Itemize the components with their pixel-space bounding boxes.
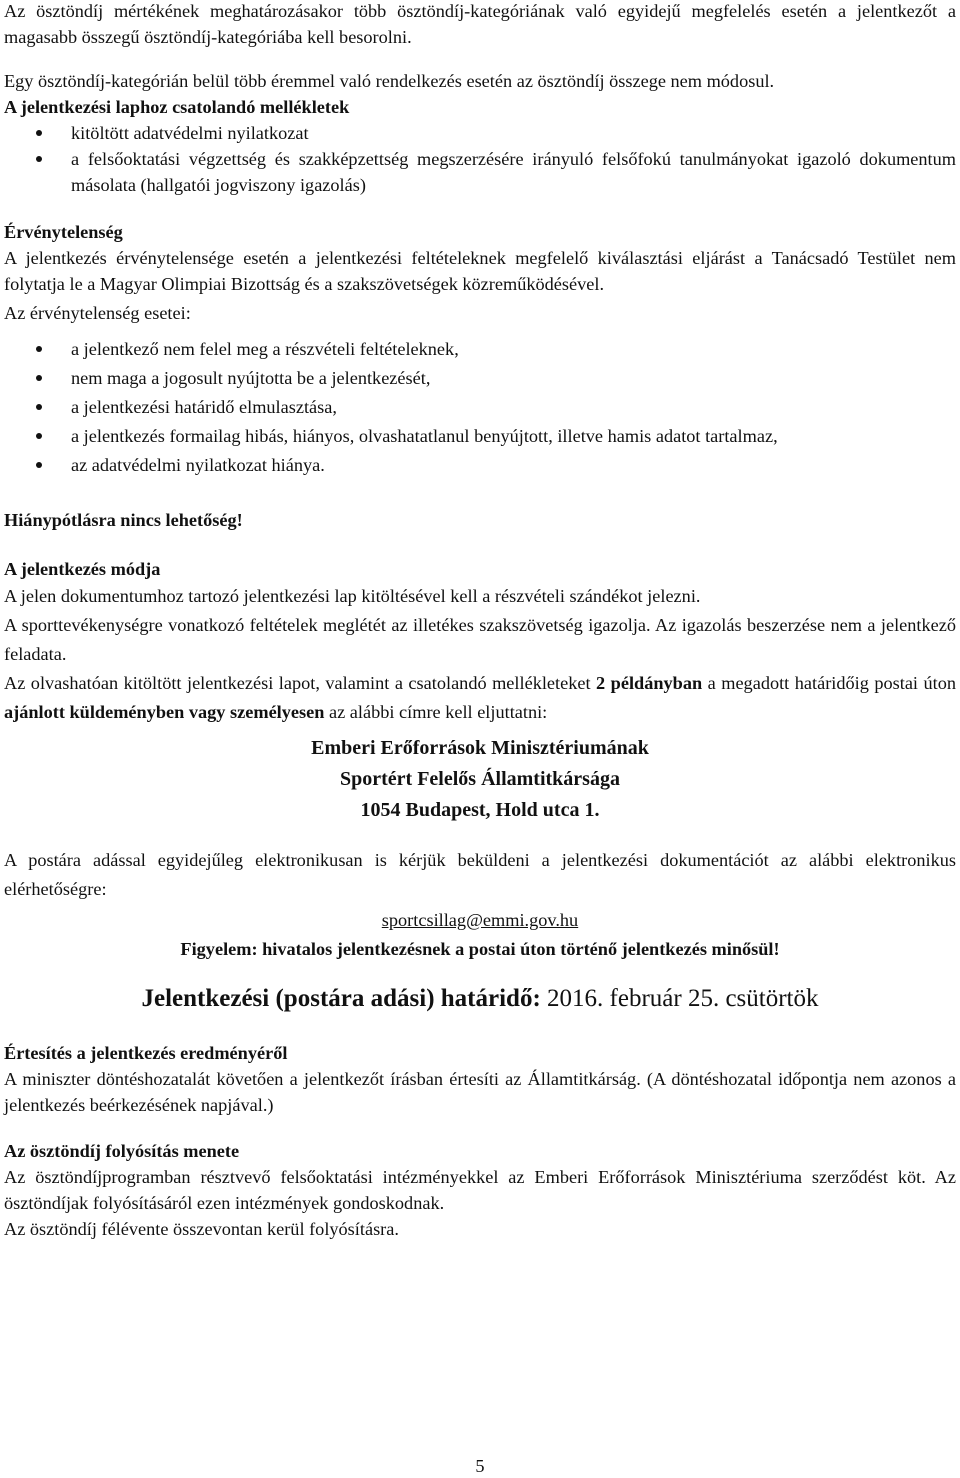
list-item: kitöltött adatvédelmi nyilatkozat [4,120,956,146]
address-line-1: Emberi Erőforrások Minisztériumának [311,737,649,759]
method-paragraph-2: A sporttevékenységre vonatkozó feltételek meglétét az illetékes szakszövetség igazolja. Az igazolás beszerzése nem a jelentkező feladata. [4,615,956,664]
deadline-date: 2016. február 25. csütörtök [540,985,819,1012]
list-item: nem maga a jogosult nyújtotta be a jelentkezését, [4,364,956,393]
postal-warning: Figyelem: hivatalos jelentkezésnek a postai úton történő jelentkezés minősül! [180,939,780,959]
notification-heading: Értesítés a jelentkezés eredményéről [4,1043,288,1063]
document-page [4,0,956,1242]
payment-heading: Az ösztöndíj folyósítás menete [4,1141,240,1161]
intro-paragraph-2: Egy ösztöndíj-kategórián belül több éremmel való rendelkezés esetén az ösztöndíj összege nem módosul. [4,71,775,91]
no-correction-notice: Hiánypótlásra nincs lehetőség! [4,510,243,530]
payment-paragraph-2: Az ösztöndíj félévente összevontan kerül folyósításra. [4,1219,399,1239]
list-item: a felsőoktatási végzettség és szakképzettség megszerzésére irányuló felsőfokú tanulmányokat igazoló dokumentum másolata (hallgatói jogviszony igazolás) [4,146,956,198]
page-number: 5 [475,1456,485,1476]
notification-paragraph: A miniszter döntéshozatalát követően a jelentkezőt írásban értesíti az Államtitkárság. (A döntéshozatal időpontja nem azonos a jelentkezés beérkezésének napjával.) [4,1069,956,1115]
address-line-3: 1054 Budapest, Hold utca 1. [360,799,600,821]
payment-paragraph-1: Az ösztöndíjprogramban résztvevő felsőoktatási intézményekkel az Emberi Erőforrások Minisztériuma szerződést köt. Az ösztöndíjak folyósításáról ezen intézmények gondoskodnak. [4,1167,956,1213]
invalidity-heading: Érvénytelenség [4,222,123,242]
address-line-2: Sportért Felelős Államtitkársága [340,768,620,790]
email-link[interactable]: sportcsillag@emmi.gov.hu [381,910,579,930]
invalidity-cases-list [4,335,956,480]
intro-paragraph-1: Az ösztöndíj mértékének meghatározásakor több ösztöndíj-kategóriának való egyidejű megfelelés esetén a jelentkezőt a magasabb összegű ösztöndíj-kategóriába kell besorolni. [4,1,956,47]
attachments-list [4,120,956,198]
invalidity-paragraph: A jelentkezés érvénytelensége esetén a jelentkezési feltételeknek megfelelő kiválasztási eljárást a Tanácsadó Testület nem folytatja le a Magyar Olimpiai Bizottság és a szakszövetségek közreműködésével. [4,248,956,294]
method-heading: A jelentkezés módja [4,559,161,579]
list-item: az adatvédelmi nyilatkozat hiánya. [4,451,956,480]
list-item: a jelentkezési határidő elmulasztása, [4,393,956,422]
deadline-line [4,984,956,1014]
list-item: a jelentkező nem felel meg a részvételi feltételeknek, [4,335,956,364]
electronic-submission-text: A postára adással egyidejűleg elektronikusan is kérjük beküldeni a jelentkezési dokumentációt az alábbi elektronikus elérhetőségre: [4,850,956,899]
list-item: a jelentkezés formailag hibás, hiányos, olvashatatlanul benyújtott, illetve hamis adatot tartalmaz, [4,422,956,451]
invalidity-cases-intro: Az érvénytelenség esetei: [4,303,191,323]
attachments-heading: A jelentkezési laphoz csatolandó mellékletek [4,97,350,117]
mailing-address [4,733,956,826]
method-paragraph-1: A jelen dokumentumhoz tartozó jelentkezési lap kitöltésével kell a részvételi szándékot jelezni. [4,586,701,606]
deadline-label: Jelentkezési (postára adási) határidő: [141,985,541,1012]
method-paragraph-3: Az olvashatóan kitöltött jelentkezési lapot, valamint a csatolandó mellékleteket 2 példányban a megadott határidőig postai úton ajánlott küldeményben vagy személyesen az alábbi címre kell eljuttatni: [4,673,957,722]
